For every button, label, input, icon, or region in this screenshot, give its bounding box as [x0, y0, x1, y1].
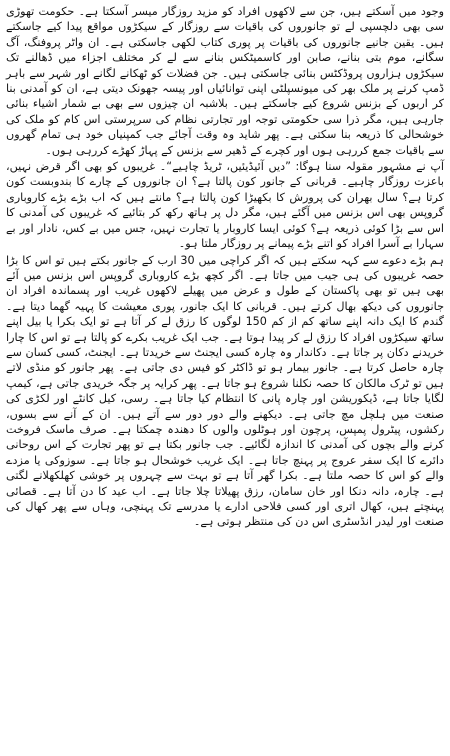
article-paragraph: ہم بڑے دعوے سے کہہ سکتے ہیں کہ اگر کراچی میں 30 ارب کے جانور بکتے ہیں تو اس کا بڑا حصہ غریبوں کی ہی جیب میں جاتا ہے۔ اگر کچھ بڑے کاروباری گروپس اس بزنس میں آئے بھی ہیں تو بھی پاکستان کے طول و عرض میں پھیلے لاکھوں غریب اور پسماندہ افراد ان جانوروں کی دیکھ بھال کرتے ہیں۔ قربانی کا ایک جانور، پوری معیشت کا پہیہ گھما دیتا ہے۔ گندم کا ایک دانہ اپنے ساتھ کم از کم 150 لوگوں کا رزق لے کر آتا ہے تو ایک بکرا یا بیل اپنے ساتھ سیکڑوں افراد کا رزق لے کر پیدا ہوتا ہے۔ جب ایک غریب بکرے کو پالتا ہے تو اس کا چارا خریدنے دکان پر جاتا ہے۔ دکاندار وہ چارہ کسی ایجنٹ سے خریدتا ہے۔ ایجنٹ، کسی کسان سے چارہ حاصل کرتا ہے۔ جانور بیمار ہو تو ڈاکٹر کو فیس دی جاتی ہے۔ پھر جانور کو منڈی لاتے ہیں تو ٹرک مالکان کا حصہ نکلنا شروع ہو جاتا ہے۔ پھر کرایہ پر جگہ خریدی جاتی ہے، کیمپ لگایا جاتا ہے، ڈیکوریشن اور چارہ پانی کا انتظام کیا جاتا ہے۔ رسی، کیل کانٹے اور لکڑی کی صنعت میں ہلچل مچ جاتی ہے۔ دیکھنے والے دور دور سے آتے ہیں۔ ان کے آنے سے بسوں، رکشوں، پیٹرول پمپس، پرچون اور ہوٹلوں والوں کا دھندہ چمکتا ہے۔ صرف ماسک فروخت کرنے والے بچوں کی آمدنی کا اندازہ لگائیے۔ جب جانور بکتا ہے تو پھر تجارت کے اس روحانی دائرے کا ایک سفر عروج پر پہنچ جاتا ہے۔ ایک غریب خوشحال ہو جاتا ہے۔ سوزوکی یا مزدے والے کو اس کا حصہ ملتا ہے۔ بکرا گھر آتا ہے تو بہت سے چہروں پر خوشی کھلکھلانے لگتی ہے۔ چارہ، دانہ دنکا اور خان سامان، رزق پھیلاتا چلا جاتا ہے۔ اب عید کا دن آتا ہے۔ قصائی پہنچتے ہیں، کھال اتری اور کسی فلاحی ادارے یا مدرسے تک پہنچی، وہاں سے پھر کھال کی صنعت اور لیدر انڈسٹری اس دن کی منتظر ہوتی ہے۔: [6, 253, 444, 529]
article-paragraph: وجود میں آسکتے ہیں، جن سے لاکھوں افراد کو مزید روزگار میسر آسکتا ہے۔ حکومت تھوڑی سی بھی دلچسپی لے تو جانوروں کی باقیات سے روزگار کے سیکڑوں مواقع پیدا کیے جاسکتے ہیں۔ یقین جانیے جانوروں کی باقیات پر پوری کتاب لکھی جاسکتی ہے۔ ان واٹر پروفنگ، آگ سگانے، موم بتی بنانے، صابن اور کاسمیٹکس بنانے سے لے کر مختلف اجزاء میں ڈھالنے تک سیکڑوں ہزاروں پروڈکٹس بنائی جاسکتی ہیں۔ جن فضلات کو ٹھکانے لگانے اور شہر سے باہر ڈمپ کرنے پر ملک بھر کی میونسپلٹی اپنی توانائیاں اور پیسہ جھونک دیتی ہے، ان کو آمدنی بنا کر اربوں کے بزنس شروع کیے جاسکتے ہیں۔ بلاشبہ ان چیزوں سے بھی بے شمار اشیاء بنائی جارہی ہیں، مگر ذرا سی حکومتی توجہ اور تجارتی نظام کی سرپرستی اس کام کو ملک کی خوشحالی کا ذریعہ بنا سکتی ہے۔ پھر شاید وہ وقت آجائے جب کمپنیاں خود ہی تمام گھروں سے باقیات جمع کررہی ہوں اور کچرے کے ڈھیر سے بزنس کے پہاڑ کھڑے کررہی ہوں۔: [6, 5, 444, 157]
article-paragraph: آپ نے مشہور مقولہ سنا ہوگا: ”دیں آئیڈیئیں، ٹریڈ چاہیے“۔ غریبوں کو بھی اگر قرض نہیں، باعزت روزگار چاہیے۔ قربانی کے جانور کون پالتا ہے؟ ان جانوروں کے چارے کا بندوبست کون کرتا ہے؟ سال بھران کی پرورش کا بکھیڑا کون پالتا ہے؟ مانتے ہیں کہ اب بڑے بڑے کاروباری گروپس بھی اس بزنس میں آگئے ہیں، مگر دل پر ہاتھ رکھ کر بتائیے کہ غریبوں کی آمدنی کا اس سے بڑا کوئی ذریعہ ہے؟ کوئی ایسا کاروبار یا تجارت نہیں، جس میں بے کس، نادار اور بے سہارا بے آسرا افراد کو اتنے بڑے پیمانے پر روزگار ملتا ہو۔: [6, 160, 444, 251]
